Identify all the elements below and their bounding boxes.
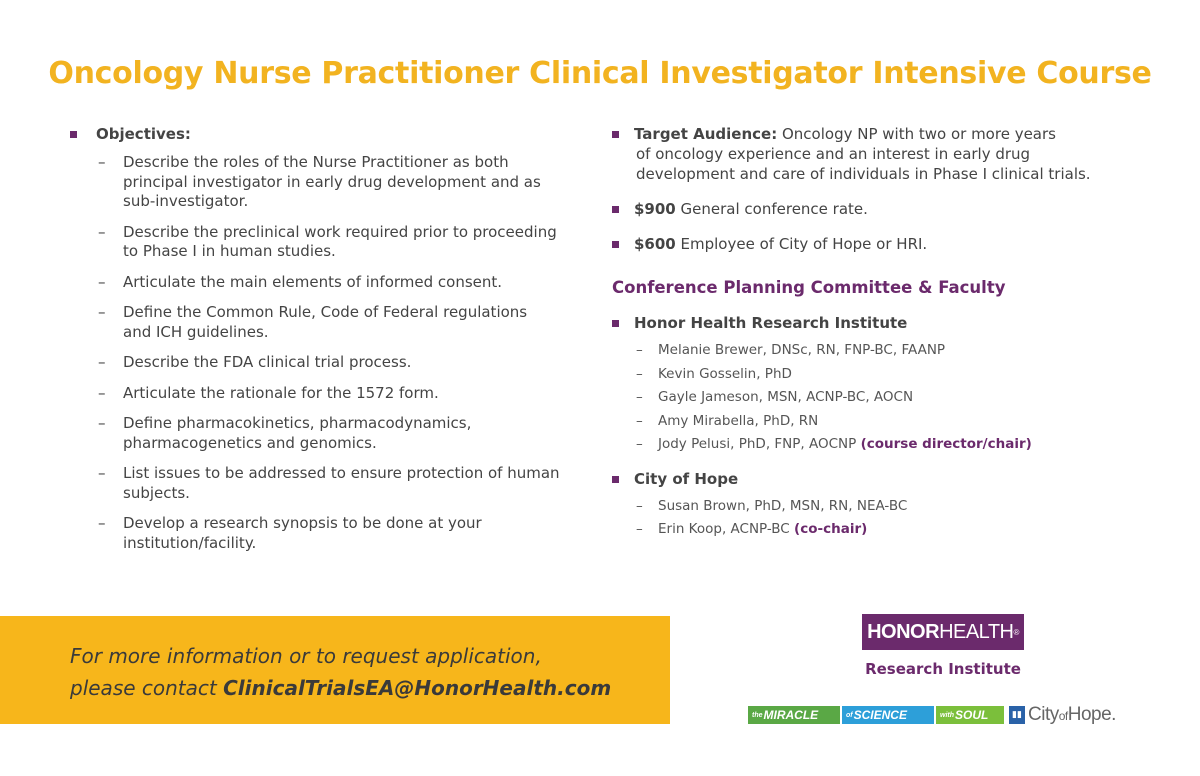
list-item: – Articulate the rationale for the 1572 form.	[98, 383, 439, 402]
square-bullet-icon	[612, 206, 619, 213]
role-label: (co-chair)	[794, 521, 868, 537]
dash-icon: –	[636, 389, 643, 405]
research-institute-label: Research Institute	[865, 660, 1021, 678]
objectives-heading: Objectives:	[70, 124, 560, 144]
honorhealth-logo: HONOR HEALTH ®	[862, 614, 1024, 650]
dash-icon: –	[98, 222, 106, 241]
list-item: – Articulate the main elements of informed consent.	[98, 272, 503, 291]
list-item: – Define the Common Rule, Code of Federal regulations and ICH guidelines.	[98, 303, 528, 341]
org-city-of-hope: City of Hope	[612, 469, 1142, 489]
dash-icon: –	[636, 497, 643, 514]
dash-icon: –	[98, 514, 106, 532]
square-bullet-icon	[612, 476, 619, 483]
list-item: – Define pharmacokinetics, pharmacodynamics, pharmacogenetics and genomics.	[98, 414, 472, 452]
target-audience: Target Audience: Oncology NP with two or more years of oncology experience and an interest in early drug development and care of individuals in Phase I clinical trials.	[612, 124, 1142, 184]
dash-icon: –	[98, 153, 106, 171]
objectives-section	[70, 124, 560, 564]
list-item: – Erin Koop, ACNP-BC (co-chair)	[636, 518, 1142, 542]
org-honorhealth: Honor Health Research Institute	[612, 313, 1142, 333]
dash-icon: –	[98, 414, 106, 432]
dash-icon: –	[636, 436, 643, 452]
square-bullet-icon	[612, 131, 619, 138]
city-of-hope-logo: CityofHope.	[1028, 704, 1116, 725]
list-item: – Susan Brown, PhD, MSN, RN, NEA-BC	[636, 495, 1142, 519]
list-item: – Jody Pelusi, PhD, FNP, AOCNP (course director/chair)	[636, 433, 1142, 457]
contact-email-link[interactable]: ClinicalTrialsEA@HonorHealth.com	[223, 676, 612, 700]
city-of-hope-logo-row	[748, 704, 1116, 726]
rate-employee: $600 Employee of City of Hope or HRI.	[612, 234, 1142, 254]
square-bullet-icon	[612, 241, 619, 248]
dash-icon: –	[98, 464, 106, 482]
rate-general: $900 General conference rate.	[612, 199, 1142, 219]
science-badge: of SCIENCE	[842, 706, 934, 724]
dash-icon: –	[98, 272, 106, 291]
objectives-list	[70, 153, 560, 553]
faculty-list-honorhealth	[612, 339, 1142, 457]
committee-heading: Conference Planning Committee & Faculty	[612, 278, 1006, 297]
contact-band	[0, 616, 670, 724]
dash-icon: –	[98, 353, 106, 371]
contact-line-2: please contact ClinicalTrialsEA@HonorHealth.com	[70, 676, 612, 700]
dash-icon: –	[636, 412, 643, 429]
soul-badge: with SOUL	[936, 706, 1004, 724]
miracle-badge: the MIRACLE	[748, 706, 840, 724]
dash-icon: –	[98, 303, 106, 321]
list-item: – Develop a research synopsis to be done at your institution/facility.	[98, 514, 482, 552]
square-bullet-icon	[612, 320, 619, 327]
faculty-list-city-of-hope	[612, 495, 1142, 542]
dash-icon: –	[98, 383, 106, 402]
info-section	[612, 124, 1142, 554]
list-item: – Gayle Jameson, MSN, ACNP-BC, AOCN	[636, 386, 1142, 410]
role-label: (course director/chair)	[860, 436, 1032, 452]
square-bullet-icon	[70, 131, 77, 138]
list-item: – Amy Mirabella, PhD, RN	[636, 410, 1142, 434]
contact-line-1: For more information or to request application,	[70, 644, 542, 668]
dash-icon: –	[636, 365, 643, 382]
list-item: – Describe the roles of the Nurse Practitioner as both principal investigator in early drug development and as sub-investigator.	[98, 153, 541, 210]
list-item: – List issues to be addressed to ensure protection of human subjects.	[98, 464, 560, 502]
list-item: – Kevin Gosselin, PhD	[636, 363, 1142, 387]
list-item: – Describe the preclinical work required prior to proceeding to Phase I in human studies.	[98, 222, 557, 260]
dash-icon: –	[636, 342, 643, 358]
list-item: – Melanie Brewer, DNSc, RN, FNP-BC, FAANP	[636, 339, 1142, 363]
list-item: – Describe the FDA clinical trial process.	[98, 353, 412, 371]
page-title: Oncology Nurse Practitioner Clinical Investigator Intensive Course	[48, 56, 1152, 91]
dash-icon: –	[636, 521, 643, 537]
city-of-hope-emblem-icon: ▮▮	[1009, 706, 1025, 724]
